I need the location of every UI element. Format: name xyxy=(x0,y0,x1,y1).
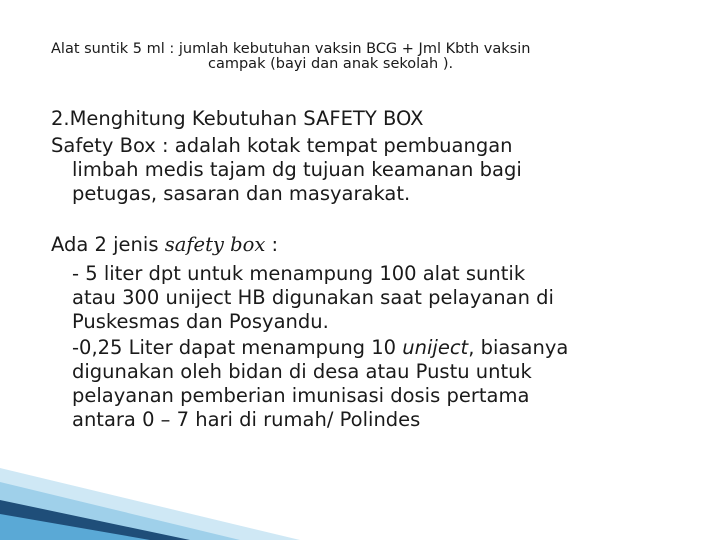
item-1-line-3: Puskesmas dan Posyandu. xyxy=(72,310,329,333)
item-2-line-4: antara 0 – 7 hari di rumah/ Polindes xyxy=(72,408,421,431)
corner-decoration xyxy=(0,450,300,540)
section-heading: 2.Menghitung Kebutuhan SAFETY BOX xyxy=(51,107,424,130)
item-2-line-2: digunakan oleh bidan di desa atau Pustu untuk xyxy=(72,360,532,383)
top-note xyxy=(51,42,530,72)
types-intro-prefix: Ada 2 jenis xyxy=(51,233,165,256)
definition-line-2: limbah medis tajam dg tujuan keamanan bagi xyxy=(72,158,522,181)
types-intro-term: safety box xyxy=(164,233,266,256)
definition-text: : adalah kotak tempat pembuangan xyxy=(155,134,513,157)
item-1-line-2: atau 300 uniject HB digunakan saat pelayanan di xyxy=(72,286,554,309)
safety-box-definition xyxy=(51,134,522,206)
top-note-line-2: campak (bayi dan anak sekolah ). xyxy=(208,56,454,72)
item-2-line-3: pelayanan pemberian imunisasi dosis pertama xyxy=(72,384,530,407)
item-2-line-1 xyxy=(72,336,568,360)
definition-line-3: petugas, sasaran dan masyarakat. xyxy=(72,182,411,205)
definition-term: Safety Box xyxy=(51,134,156,157)
types-intro-suffix: : xyxy=(265,233,279,256)
top-note-line-1: Alat suntik 5 ml : jumlah kebutuhan vaksin BCG + Jml Kbth vaksin xyxy=(51,41,531,57)
item-1-line-1: - 5 liter dpt untuk menampung 100 alat suntik xyxy=(72,262,526,285)
item-2-term: uniject xyxy=(402,336,469,359)
types-intro xyxy=(51,233,278,257)
item-2-prefix: -0,25 Liter dapat menampung 10 xyxy=(72,336,403,359)
item-2-suffix: , biasanya xyxy=(468,336,569,359)
